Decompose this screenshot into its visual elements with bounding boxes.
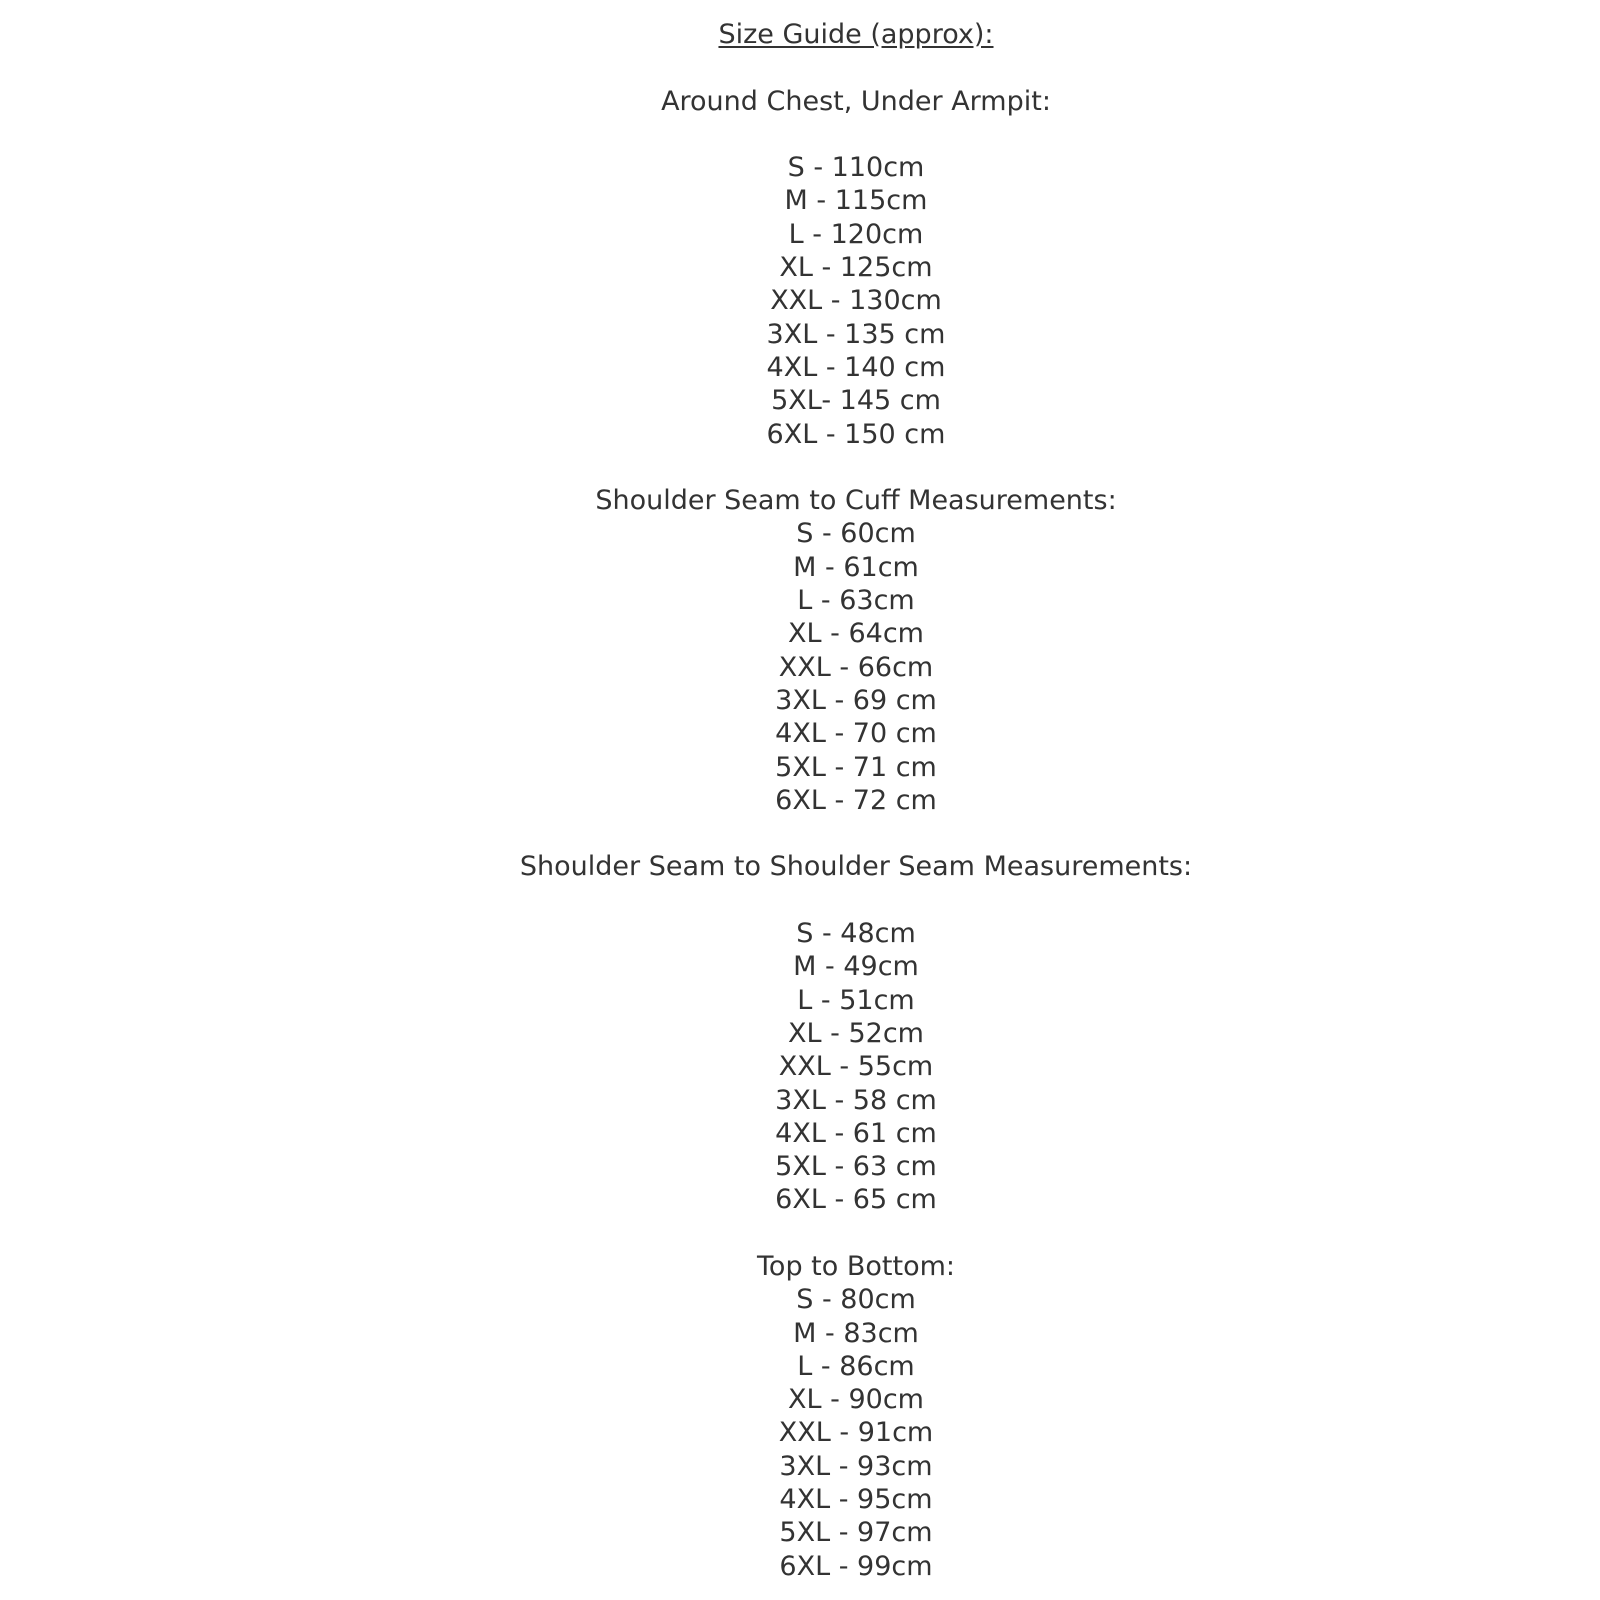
section-heading: Shoulder Seam to Shoulder Seam Measurements:: [519, 851, 1193, 883]
size-row: 4XL - 61 cm: [775, 1117, 937, 1149]
size-row: 4XL - 70 cm: [775, 718, 937, 750]
spacer: [112, 1217, 1600, 1250]
size-row: L - 63cm: [797, 585, 915, 617]
section-rows: [112, 1283, 1600, 1583]
section-around-chest: [112, 85, 1600, 451]
size-row: 3XL - 58 cm: [775, 1084, 937, 1116]
size-row: XL - 52cm: [788, 1017, 924, 1049]
section-rows: [112, 917, 1600, 1217]
size-row: 5XL- 145 cm: [771, 385, 941, 417]
size-row: S - 110cm: [787, 152, 925, 184]
size-row: 3XL - 69 cm: [775, 684, 937, 716]
size-row: S - 80cm: [796, 1284, 916, 1316]
section-heading: Around Chest, Under Armpit:: [661, 85, 1051, 117]
size-row: M - 49cm: [793, 951, 919, 983]
size-row: S - 60cm: [796, 518, 916, 550]
size-row: 6XL - 72 cm: [775, 784, 937, 816]
size-row: 6XL - 65 cm: [775, 1184, 937, 1216]
size-row: XXL - 66cm: [778, 651, 934, 683]
size-row: 4XL - 140 cm: [766, 351, 946, 383]
size-row: XL - 90cm: [788, 1384, 924, 1416]
size-row: L - 51cm: [797, 984, 915, 1016]
size-row: M - 115cm: [784, 185, 928, 217]
size-row: XL - 64cm: [788, 618, 924, 650]
size-row: XL - 125cm: [779, 252, 933, 284]
spacer: [112, 884, 1600, 917]
size-row: M - 83cm: [793, 1317, 919, 1349]
size-row: XXL - 55cm: [778, 1051, 934, 1083]
spacer: [112, 51, 1600, 84]
section-rows: [112, 517, 1600, 817]
size-row: M - 61cm: [793, 551, 919, 583]
size-row: 6XL - 99cm: [779, 1550, 933, 1582]
size-row: L - 120cm: [788, 218, 924, 250]
section-shoulder-to-shoulder: [112, 850, 1600, 1216]
size-row: S - 48cm: [796, 918, 916, 950]
spacer: [112, 451, 1600, 484]
section-top-to-bottom: [112, 1250, 1600, 1583]
page-title: Size Guide (approx):: [718, 19, 994, 50]
size-row: L - 86cm: [797, 1350, 915, 1382]
size-row: 3XL - 93cm: [779, 1450, 933, 1482]
size-row: XXL - 91cm: [778, 1417, 934, 1449]
size-row: 5XL - 71 cm: [775, 751, 937, 783]
section-heading: Top to Bottom:: [757, 1250, 955, 1282]
size-row: 4XL - 95cm: [779, 1484, 933, 1516]
section-heading: Shoulder Seam to Cuff Measurements:: [595, 485, 1117, 517]
section-rows: [112, 151, 1600, 451]
size-row: 5XL - 63 cm: [775, 1151, 937, 1183]
size-row: 5XL - 97cm: [779, 1517, 933, 1549]
size-guide-document: [112, 0, 1600, 1583]
size-row: XXL - 130cm: [770, 285, 942, 317]
section-shoulder-to-cuff: [112, 484, 1600, 817]
spacer: [112, 817, 1600, 850]
spacer: [112, 118, 1600, 151]
size-row: 6XL - 150 cm: [766, 418, 946, 450]
size-row: 3XL - 135 cm: [766, 318, 946, 350]
